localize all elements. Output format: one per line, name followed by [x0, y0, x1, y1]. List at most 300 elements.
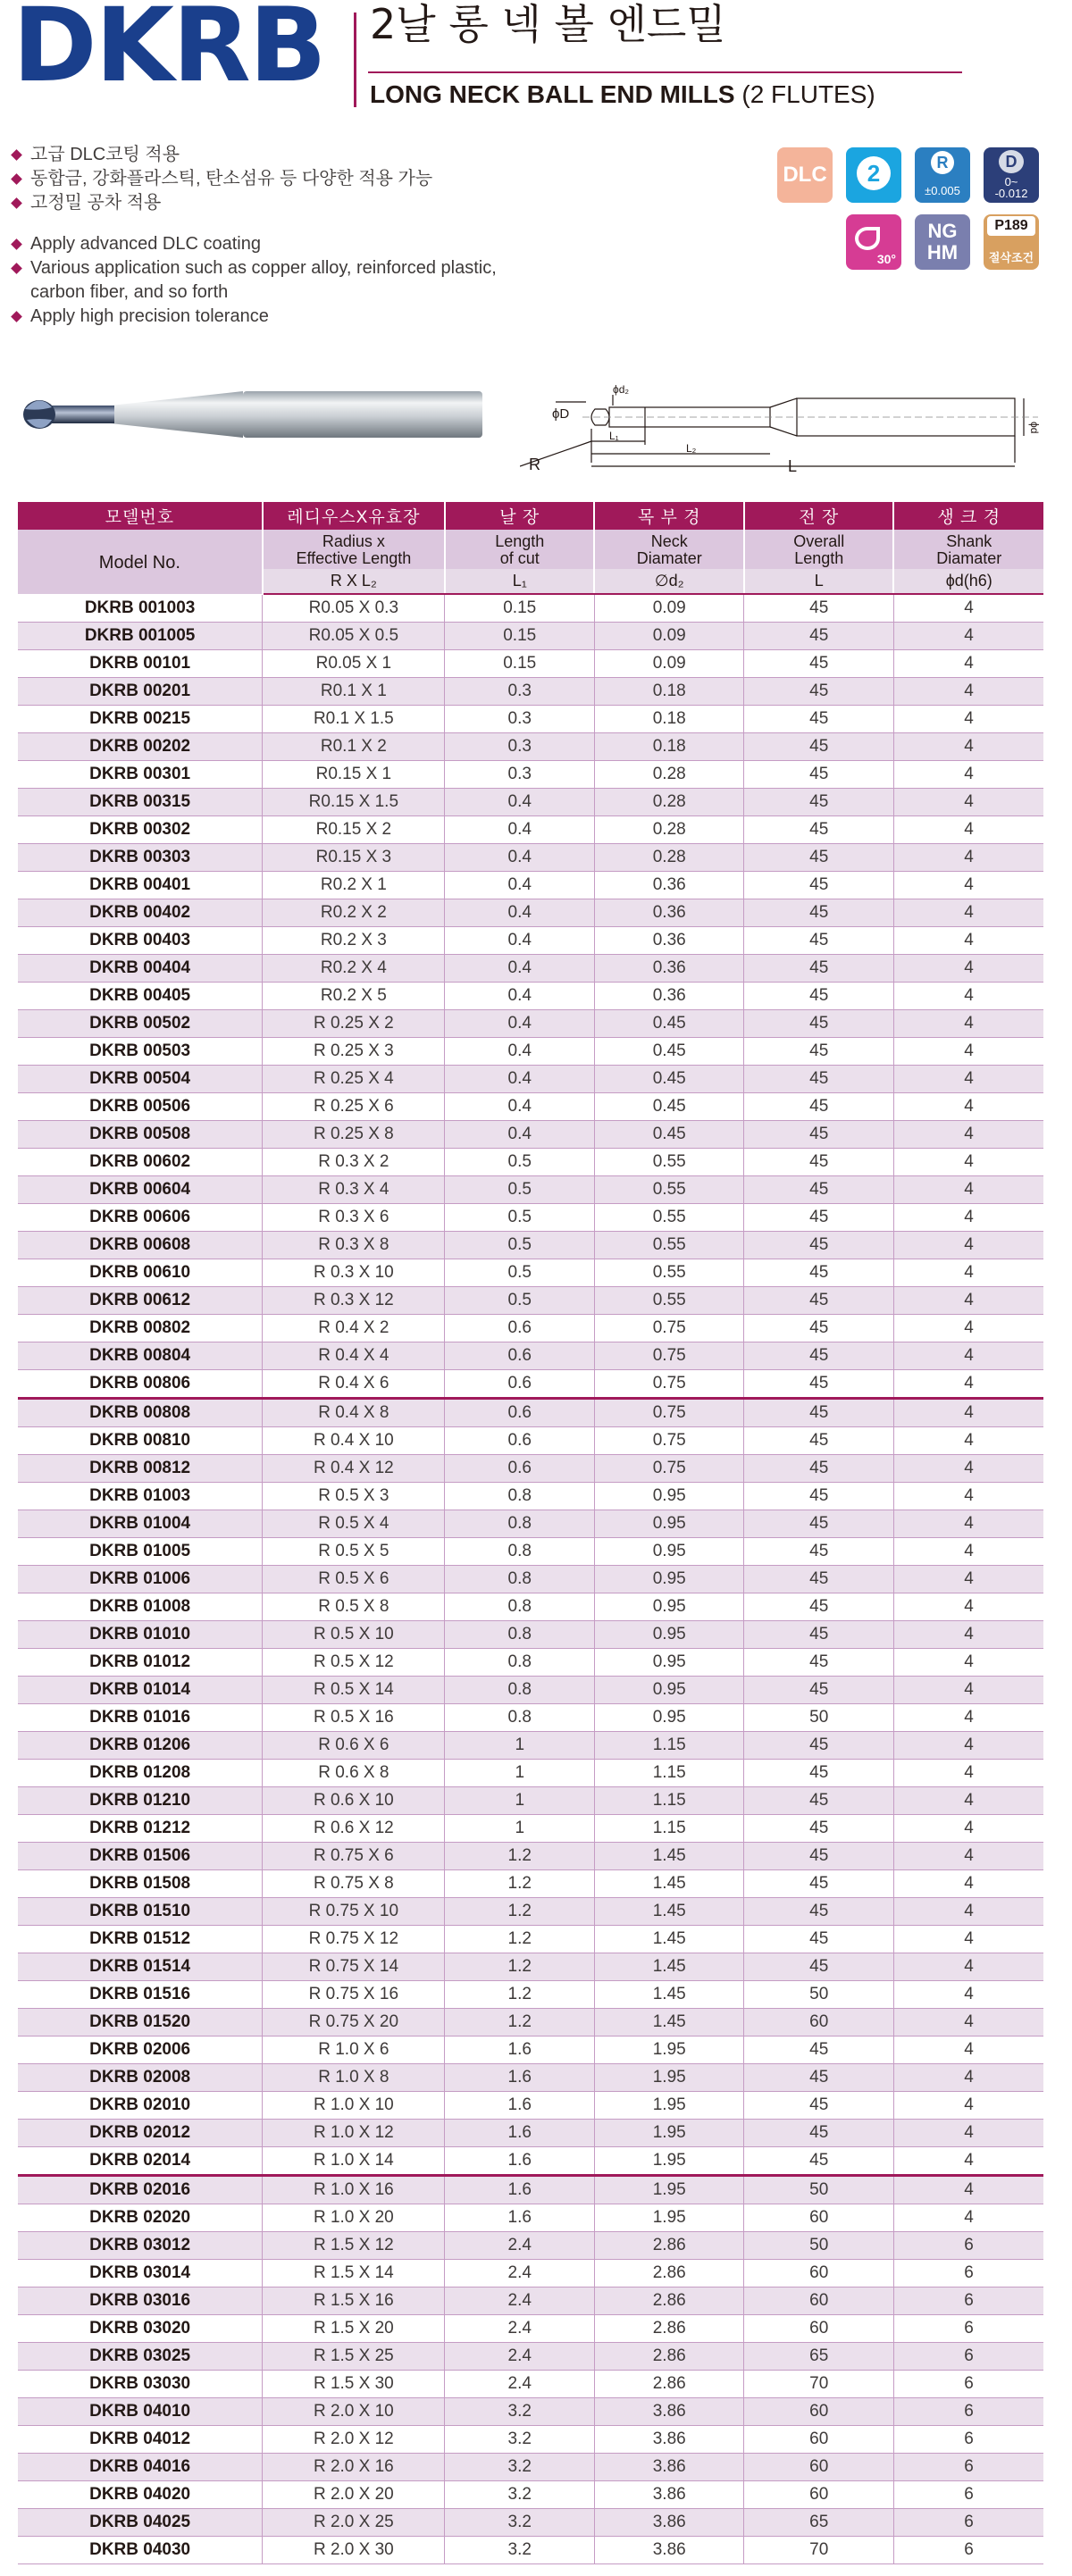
- length-of-cut-cell: 0.8: [445, 1483, 595, 1510]
- table-row: [18, 1287, 1043, 1315]
- length-of-cut-cell: 0.5: [445, 1287, 595, 1315]
- col-header-shank-en: [893, 530, 1043, 569]
- radius-length-cell: R 0.75 X 20: [263, 2009, 445, 2037]
- radius-length-cell: R0.05 X 0.5: [263, 623, 445, 650]
- radius-length-cell: R 0.75 X 12: [263, 1926, 445, 1953]
- overall-length-cell: 45: [744, 594, 894, 623]
- radius-length-cell: R 0.5 X 14: [263, 1677, 445, 1704]
- model-no-cell: DKRB 03016: [18, 2287, 263, 2315]
- radius-length-cell: R 0.75 X 10: [263, 1898, 445, 1926]
- radius-length-cell: R 0.4 X 4: [263, 1342, 445, 1370]
- table-row: [18, 761, 1043, 789]
- length-of-cut-cell: 0.4: [445, 1038, 595, 1066]
- neck-diameter-cell: 1.95: [594, 2120, 744, 2147]
- neck-diameter-cell: 3.86: [594, 2537, 744, 2564]
- length-of-cut-cell: 0.8: [445, 1677, 595, 1704]
- overall-length-cell: 60: [744, 2481, 894, 2509]
- model-no-cell: DKRB 02008: [18, 2064, 263, 2092]
- neck-diameter-cell: 1.45: [594, 1981, 744, 2009]
- model-no-cell: DKRB 03020: [18, 2315, 263, 2343]
- overall-length-cell: 45: [744, 1066, 894, 1093]
- table-row: [18, 2037, 1043, 2064]
- radius-length-cell: R 0.6 X 12: [263, 1815, 445, 1843]
- table-row: [18, 2092, 1043, 2120]
- table-row: [18, 2204, 1043, 2232]
- cond-text: 절삭조건: [988, 251, 1034, 264]
- model-no-cell: DKRB 00402: [18, 899, 263, 927]
- neck-diameter-cell: 0.55: [594, 1149, 744, 1176]
- shank-diameter-cell: 4: [893, 650, 1043, 678]
- overall-length-cell: 45: [744, 761, 894, 789]
- overall-length-cell: 45: [744, 2147, 894, 2176]
- spec-table-body: [18, 594, 1043, 2564]
- overall-length-cell: 45: [744, 650, 894, 678]
- overall-length-cell: 45: [744, 1760, 894, 1787]
- length-of-cut-cell: 1.6: [445, 2064, 595, 2092]
- overall-length-cell: 45: [744, 2064, 894, 2092]
- neck-diameter-cell: 0.45: [594, 1121, 744, 1149]
- neck-diameter-cell: 0.45: [594, 1010, 744, 1038]
- length-of-cut-cell: 3.2: [445, 2426, 595, 2454]
- radius-en-2: Effective Length: [296, 549, 412, 567]
- table-row: [18, 1149, 1043, 1176]
- spec-table: [18, 502, 1043, 2564]
- model-no-cell: DKRB 03025: [18, 2343, 263, 2371]
- radius-length-cell: R 0.3 X 10: [263, 1259, 445, 1287]
- features-korean: [13, 143, 432, 215]
- diameter-tolerance-icon: [984, 147, 1039, 203]
- length-of-cut-cell: 0.8: [445, 1510, 595, 1538]
- model-no-cell: DKRB 01210: [18, 1787, 263, 1815]
- shank-diameter-cell: 4: [893, 1176, 1043, 1204]
- model-no-cell: DKRB 00302: [18, 816, 263, 844]
- length-of-cut-cell: 0.4: [445, 816, 595, 844]
- length-of-cut-cell: 1.6: [445, 2120, 595, 2147]
- neck-diameter-cell: 0.55: [594, 1204, 744, 1232]
- radius-tolerance-icon: [915, 147, 970, 203]
- length-of-cut-cell: 0.8: [445, 1538, 595, 1566]
- length-of-cut-cell: 0.4: [445, 1066, 595, 1093]
- neck-diameter-cell: 1.45: [594, 1870, 744, 1898]
- model-no-cell: DKRB 02014: [18, 2147, 263, 2176]
- table-row: [18, 1704, 1043, 1732]
- radius-length-cell: R 0.75 X 16: [263, 1981, 445, 2009]
- shank-diameter-cell: 4: [893, 1510, 1043, 1538]
- neck-diameter-cell: 0.36: [594, 955, 744, 983]
- model-no-cell: DKRB 01514: [18, 1953, 263, 1981]
- overall-length-cell: 45: [744, 899, 894, 927]
- table-row: [18, 1483, 1043, 1510]
- model-no-cell: DKRB 00401: [18, 872, 263, 899]
- table-row: [18, 2147, 1043, 2176]
- cutting-conditions-icon: [984, 214, 1039, 270]
- overall-length-cell: 45: [744, 1510, 894, 1538]
- title-en-flutes: (2 FLUTES): [741, 80, 875, 108]
- table-row: [18, 1066, 1043, 1093]
- model-no-cell: DKRB 00405: [18, 983, 263, 1010]
- col-header-model-kr: 모델번호: [18, 502, 263, 530]
- shank-en-2: Diamater: [936, 549, 1002, 567]
- table-row: [18, 1926, 1043, 1953]
- overall-length-cell: 45: [744, 623, 894, 650]
- neck-diameter-cell: 0.45: [594, 1038, 744, 1066]
- neck-diameter-cell: 1.45: [594, 1898, 744, 1926]
- col-header-neck-kr: 목 부 경: [594, 502, 744, 530]
- radius-length-cell: R 0.5 X 5: [263, 1538, 445, 1566]
- radius-length-cell: R 0.4 X 10: [263, 1427, 445, 1455]
- radius-length-cell: R 1.0 X 6: [263, 2037, 445, 2064]
- neck-diameter-cell: 0.28: [594, 789, 744, 816]
- feature-item: 동합금, 강화플라스틱, 탄소섬유 등 다양한 적용 가능: [13, 167, 432, 191]
- label-l1: L₁: [609, 430, 619, 442]
- overall-length-cell: 45: [744, 1427, 894, 1455]
- radius-length-cell: R 0.3 X 8: [263, 1232, 445, 1259]
- two-flutes-icon: [846, 147, 901, 203]
- overall-length-cell: 50: [744, 2176, 894, 2204]
- length-of-cut-cell: 0.4: [445, 899, 595, 927]
- neck-en-1: Neck: [650, 532, 688, 550]
- table-row: [18, 733, 1043, 761]
- radius-length-cell: R 1.5 X 20: [263, 2315, 445, 2343]
- model-no-cell: DKRB 01208: [18, 1760, 263, 1787]
- model-no-cell: DKRB 01520: [18, 2009, 263, 2037]
- model-no-cell: DKRB 00101: [18, 650, 263, 678]
- table-row: [18, 1787, 1043, 1815]
- neck-diameter-cell: 1.95: [594, 2176, 744, 2204]
- table-row: [18, 1315, 1043, 1342]
- ng-hm-icon: [915, 214, 970, 270]
- overall-length-cell: 45: [744, 1538, 894, 1566]
- shank-diameter-cell: 4: [893, 1870, 1043, 1898]
- radius-length-cell: R 0.4 X 12: [263, 1455, 445, 1483]
- table-row: [18, 2287, 1043, 2315]
- length-of-cut-cell: 0.15: [445, 650, 595, 678]
- overall-length-cell: 45: [744, 1259, 894, 1287]
- model-no-cell: DKRB 02010: [18, 2092, 263, 2120]
- cut-en-2: of cut: [499, 549, 540, 567]
- neck-diameter-cell: 0.95: [594, 1677, 744, 1704]
- table-row: [18, 2260, 1043, 2287]
- radius-length-cell: R 0.5 X 4: [263, 1510, 445, 1538]
- model-no-cell: DKRB 00303: [18, 844, 263, 872]
- shank-en-1: Shank: [946, 532, 992, 550]
- radius-length-cell: R 1.0 X 8: [263, 2064, 445, 2092]
- table-row: [18, 1399, 1043, 1427]
- model-no-cell: DKRB 00606: [18, 1204, 263, 1232]
- length-of-cut-cell: 0.3: [445, 733, 595, 761]
- neck-diameter-cell: 1.15: [594, 1732, 744, 1760]
- neck-diameter-cell: 0.75: [594, 1342, 744, 1370]
- model-no-cell: DKRB 01512: [18, 1926, 263, 1953]
- shank-diameter-cell: 4: [893, 1427, 1043, 1455]
- shank-diameter-cell: 4: [893, 789, 1043, 816]
- helix-angle: 30°: [876, 252, 896, 266]
- neck-diameter-cell: 0.18: [594, 706, 744, 733]
- table-row: [18, 1259, 1043, 1287]
- neck-diameter-cell: 3.86: [594, 2398, 744, 2426]
- overall-length-cell: 45: [744, 1483, 894, 1510]
- neck-diameter-cell: 1.15: [594, 1815, 744, 1843]
- neck-diameter-cell: 0.55: [594, 1287, 744, 1315]
- overall-length-cell: 70: [744, 2371, 894, 2398]
- radius-length-cell: R 0.5 X 6: [263, 1566, 445, 1593]
- table-row: [18, 1455, 1043, 1483]
- model-no-cell: DKRB 01004: [18, 1510, 263, 1538]
- shank-diameter-cell: 4: [893, 1760, 1043, 1787]
- radius-length-cell: R 0.25 X 2: [263, 1010, 445, 1038]
- length-of-cut-cell: 0.4: [445, 955, 595, 983]
- length-of-cut-cell: 1.6: [445, 2204, 595, 2232]
- nghm-text: NG HM: [926, 220, 959, 263]
- table-row: [18, 2454, 1043, 2481]
- neck-diameter-cell: 1.45: [594, 2009, 744, 2037]
- shank-diameter-cell: 6: [893, 2509, 1043, 2537]
- shank-diameter-cell: 4: [893, 1121, 1043, 1149]
- model-no-cell: DKRB 02016: [18, 2176, 263, 2204]
- table-row: [18, 844, 1043, 872]
- shank-diameter-cell: 6: [893, 2371, 1043, 2398]
- model-no-cell: DKRB 01510: [18, 1898, 263, 1926]
- length-of-cut-cell: 0.4: [445, 983, 595, 1010]
- shank-diameter-cell: 4: [893, 1204, 1043, 1232]
- radius-length-cell: R0.1 X 1.5: [263, 706, 445, 733]
- dimension-drawing: [520, 382, 1047, 481]
- overall-length-cell: 60: [744, 2454, 894, 2481]
- length-of-cut-cell: 2.4: [445, 2371, 595, 2398]
- dlc-coating-icon: DLC: [777, 147, 833, 203]
- neck-diameter-cell: 1.45: [594, 1843, 744, 1870]
- model-no-cell: DKRB 00508: [18, 1121, 263, 1149]
- shank-diameter-cell: 4: [893, 2009, 1043, 2037]
- radius-length-cell: R 0.25 X 8: [263, 1121, 445, 1149]
- shank-diameter-cell: 4: [893, 1149, 1043, 1176]
- table-row: [18, 1427, 1043, 1455]
- features-english: [13, 232, 497, 329]
- neck-diameter-cell: 0.45: [594, 1066, 744, 1093]
- model-no-cell: DKRB 04012: [18, 2426, 263, 2454]
- radius-length-cell: R0.15 X 3: [263, 844, 445, 872]
- model-no-cell: DKRB 02020: [18, 2204, 263, 2232]
- radius-length-cell: R 0.75 X 14: [263, 1953, 445, 1981]
- radius-length-cell: R 0.4 X 2: [263, 1315, 445, 1342]
- model-no-cell: DKRB 00604: [18, 1176, 263, 1204]
- shank-diameter-cell: 6: [893, 2481, 1043, 2509]
- overall-length-cell: 45: [744, 1621, 894, 1649]
- overall-length-cell: 70: [744, 2537, 894, 2564]
- table-row: [18, 1815, 1043, 1843]
- model-no-cell: DKRB 00506: [18, 1093, 263, 1121]
- table-row: [18, 1121, 1043, 1149]
- radius-length-cell: R 2.0 X 20: [263, 2481, 445, 2509]
- model-no-cell: DKRB 00503: [18, 1038, 263, 1066]
- overall-length-cell: 45: [744, 1093, 894, 1121]
- radius-length-cell: R 1.0 X 12: [263, 2120, 445, 2147]
- label-phi-d2: ϕd₂: [613, 383, 630, 396]
- cond-page: P189: [987, 216, 1035, 236]
- shank-diameter-cell: 4: [893, 1232, 1043, 1259]
- shank-diameter-cell: 4: [893, 1566, 1043, 1593]
- radius-length-cell: R0.1 X 2: [263, 733, 445, 761]
- shank-diameter-cell: 4: [893, 1677, 1043, 1704]
- radius-length-cell: R0.2 X 3: [263, 927, 445, 955]
- label-phi-d: ϕD: [552, 406, 570, 422]
- neck-diameter-cell: 1.95: [594, 2092, 744, 2120]
- length-of-cut-cell: 1: [445, 1787, 595, 1815]
- length-of-cut-cell: 1.6: [445, 2037, 595, 2064]
- length-of-cut-cell: 1: [445, 1815, 595, 1843]
- length-of-cut-cell: 0.4: [445, 1121, 595, 1149]
- flute-count: 2: [857, 156, 891, 190]
- overall-length-cell: 45: [744, 1566, 894, 1593]
- shank-diameter-cell: 4: [893, 1066, 1043, 1093]
- model-no-cell: DKRB 01516: [18, 1981, 263, 2009]
- table-row: [18, 1510, 1043, 1538]
- neck-diameter-cell: 2.86: [594, 2287, 744, 2315]
- model-no-cell: DKRB 00504: [18, 1066, 263, 1093]
- table-row: [18, 1342, 1043, 1370]
- length-of-cut-cell: 0.15: [445, 594, 595, 623]
- radius-length-cell: R 2.0 X 30: [263, 2537, 445, 2564]
- col-header-overall-kr: 전 장: [744, 502, 894, 530]
- neck-diameter-cell: 2.86: [594, 2343, 744, 2371]
- table-row: [18, 2398, 1043, 2426]
- overall-en-2: Length: [794, 549, 844, 567]
- overall-length-cell: 45: [744, 2120, 894, 2147]
- model-no-cell: DKRB 00808: [18, 1399, 263, 1427]
- table-row: [18, 2064, 1043, 2092]
- shank-diameter-cell: 4: [893, 1787, 1043, 1815]
- model-no-cell: DKRB 04025: [18, 2509, 263, 2537]
- neck-diameter-cell: 1.45: [594, 1953, 744, 1981]
- length-of-cut-cell: 0.15: [445, 623, 595, 650]
- dia-tol-top: 0~: [1004, 175, 1018, 188]
- neck-diameter-cell: 2.86: [594, 2232, 744, 2260]
- model-no-cell: DKRB 00215: [18, 706, 263, 733]
- diameter-tolerance: [984, 176, 1039, 199]
- length-of-cut-cell: 0.4: [445, 927, 595, 955]
- length-of-cut-cell: 3.2: [445, 2454, 595, 2481]
- shank-diameter-cell: 4: [893, 1370, 1043, 1399]
- length-of-cut-cell: 2.4: [445, 2315, 595, 2343]
- length-of-cut-cell: 1.2: [445, 2009, 595, 2037]
- radius-tolerance: ±0.005: [925, 184, 960, 197]
- neck-en-2: Diamater: [636, 549, 702, 567]
- model-no-cell: DKRB 03030: [18, 2371, 263, 2398]
- length-of-cut-cell: 1.2: [445, 1843, 595, 1870]
- length-of-cut-cell: 0.6: [445, 1315, 595, 1342]
- neck-diameter-cell: 0.55: [594, 1176, 744, 1204]
- radius-length-cell: R 0.5 X 8: [263, 1593, 445, 1621]
- shank-diameter-cell: 6: [893, 2398, 1043, 2426]
- overall-length-cell: 45: [744, 1370, 894, 1399]
- table-row: [18, 678, 1043, 706]
- table-row: [18, 1538, 1043, 1566]
- overall-length-cell: 45: [744, 872, 894, 899]
- model-no-cell: DKRB 02012: [18, 2120, 263, 2147]
- table-row: [18, 2232, 1043, 2260]
- table-row: [18, 1953, 1043, 1981]
- length-of-cut-cell: 1: [445, 1760, 595, 1787]
- model-no-cell: DKRB 00404: [18, 955, 263, 983]
- radius-length-cell: R0.1 X 1: [263, 678, 445, 706]
- overall-length-cell: 45: [744, 1815, 894, 1843]
- length-of-cut-cell: 1.2: [445, 1981, 595, 2009]
- overall-length-cell: 45: [744, 1787, 894, 1815]
- table-row: [18, 1232, 1043, 1259]
- length-of-cut-cell: 0.6: [445, 1427, 595, 1455]
- table-row: [18, 2120, 1043, 2147]
- radius-length-cell: R 1.5 X 30: [263, 2371, 445, 2398]
- length-of-cut-cell: 0.8: [445, 1621, 595, 1649]
- neck-diameter-cell: 0.09: [594, 650, 744, 678]
- length-of-cut-cell: 1.6: [445, 2147, 595, 2176]
- radius-length-cell: R 1.5 X 25: [263, 2343, 445, 2371]
- table-row: [18, 927, 1043, 955]
- length-of-cut-cell: 0.4: [445, 844, 595, 872]
- shank-diameter-cell: 6: [893, 2315, 1043, 2343]
- model-no-cell: DKRB 00403: [18, 927, 263, 955]
- table-row: [18, 872, 1043, 899]
- brand-title: DKRB: [13, 0, 325, 105]
- table-row: [18, 1760, 1043, 1787]
- col-symbol-overall: L: [744, 569, 894, 594]
- overall-length-cell: 60: [744, 2260, 894, 2287]
- neck-diameter-cell: 1.95: [594, 2204, 744, 2232]
- model-no-cell: DKRB 01014: [18, 1677, 263, 1704]
- neck-diameter-cell: 0.95: [594, 1483, 744, 1510]
- radius-length-cell: R 1.5 X 12: [263, 2232, 445, 2260]
- radius-length-cell: R 0.25 X 6: [263, 1093, 445, 1121]
- shank-diameter-cell: 6: [893, 2426, 1043, 2454]
- overall-length-cell: 45: [744, 927, 894, 955]
- length-of-cut-cell: 0.4: [445, 872, 595, 899]
- neck-diameter-cell: 3.86: [594, 2481, 744, 2509]
- table-row: [18, 1370, 1043, 1399]
- table-row: [18, 816, 1043, 844]
- overall-length-cell: 50: [744, 1704, 894, 1732]
- length-of-cut-cell: 0.6: [445, 1342, 595, 1370]
- radius-length-cell: R 2.0 X 12: [263, 2426, 445, 2454]
- model-no-cell: DKRB 01508: [18, 1870, 263, 1898]
- radius-length-cell: R 0.6 X 8: [263, 1760, 445, 1787]
- table-row: [18, 2315, 1043, 2343]
- shank-diameter-cell: 4: [893, 1038, 1043, 1066]
- col-header-radius-kr: 레디우스X유효장: [263, 502, 445, 530]
- neck-diameter-cell: 0.95: [594, 1538, 744, 1566]
- radius-length-cell: R 1.0 X 14: [263, 2147, 445, 2176]
- feature-item: 고정밀 공차 적용: [13, 191, 432, 215]
- overall-length-cell: 50: [744, 2232, 894, 2260]
- table-row: [18, 1870, 1043, 1898]
- feature-item: Various application such as copper alloy, reinforced plastic,: [13, 256, 497, 280]
- table-row: [18, 1566, 1043, 1593]
- shank-diameter-cell: 4: [893, 2176, 1043, 2204]
- overall-length-cell: 45: [744, 1926, 894, 1953]
- overall-length-cell: 45: [744, 1121, 894, 1149]
- shank-diameter-cell: 4: [893, 983, 1043, 1010]
- overall-length-cell: 65: [744, 2509, 894, 2537]
- neck-diameter-cell: 0.45: [594, 1093, 744, 1121]
- neck-diameter-cell: 0.95: [594, 1649, 744, 1677]
- table-row: [18, 789, 1043, 816]
- radius-length-cell: R0.05 X 1: [263, 650, 445, 678]
- neck-diameter-cell: 0.55: [594, 1232, 744, 1259]
- overall-length-cell: 45: [744, 1315, 894, 1342]
- shank-diameter-cell: 4: [893, 1010, 1043, 1038]
- radius-en-1: Radius x: [322, 532, 385, 550]
- shank-diameter-cell: 4: [893, 1315, 1043, 1342]
- shank-diameter-cell: 6: [893, 2343, 1043, 2371]
